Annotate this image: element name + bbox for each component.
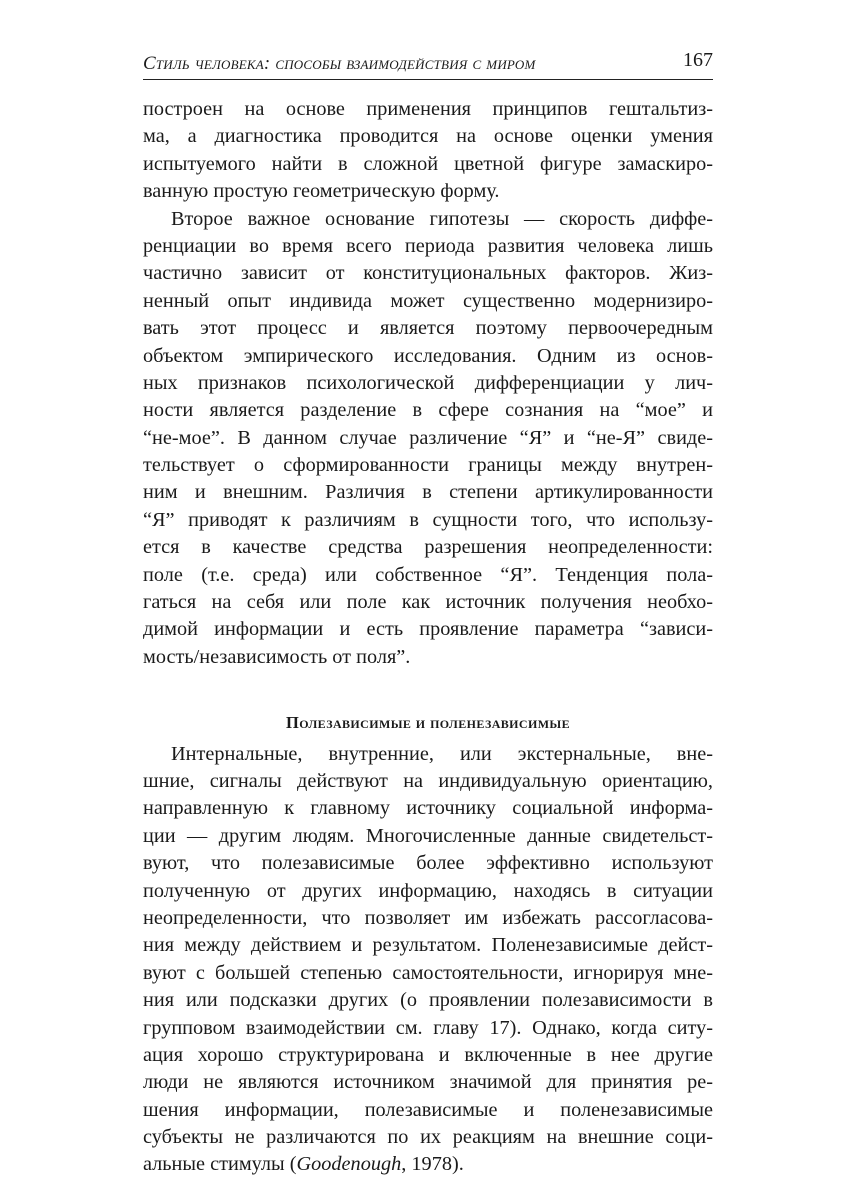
text-line: “не-мое”. В данном случае различение “Я” и “не-Я” свиде- [143, 426, 713, 449]
text-line: субъекты не различаются по их реакциям на внешние соци- [143, 1126, 713, 1149]
text-line: Интернальные, внутренние, или экстернальные, вне- [171, 742, 713, 765]
text-line: ния или подсказки других (о проявлении полезависимости в [143, 989, 713, 1012]
text-line: ется в качестве средства разрешения неопределенности: [143, 536, 713, 559]
text-line-with-citation [143, 1151, 713, 1178]
text-line: мость/независимость от поля”. [143, 645, 411, 668]
running-head [143, 45, 713, 80]
text-line: вуют с большей степенью самостоятельности, игнорируя мне- [143, 961, 713, 984]
text-line: вать этот процесс и является поэтому первоочередным [143, 317, 713, 340]
text-line: ности является разделение в сфере сознания на “мое” и [143, 399, 713, 422]
text-line: ных признаков психологической дифференциации у лич- [143, 371, 713, 394]
text-line: шения информации, полезависимые и поленезависимые [143, 1098, 713, 1121]
text-fragment: , 1978). [401, 1153, 464, 1176]
text-line: люди не являются источником значимой для принятия ре- [143, 1071, 713, 1094]
text-line: ним и внешним. Различия в степени артикулированности [143, 481, 713, 504]
section-gap [143, 671, 713, 691]
text-line: тельствует о сформированности границы между внутрен- [143, 454, 713, 477]
text-line: ции — другим людям. Многочисленные данные свидетельст- [143, 824, 713, 847]
body-text [143, 96, 713, 1179]
text-line: частично зависит от конституциональных факторов. Жиз- [143, 262, 713, 285]
text-line: ванную простую геометрическую форму. [143, 180, 500, 203]
text-line: ация хорошо структурирована и включенные в нее другие [143, 1043, 713, 1066]
text-line: шние, сигналы действуют на индивидуальную ориентацию, [143, 769, 713, 792]
text-line: вуют, что полезависимые более эффективно используют [143, 852, 713, 875]
text-line: ма, а диагностика проводится на основе оценки умения [143, 125, 713, 148]
text-line: Второе важное основание гипотезы — скорость диффе- [171, 207, 713, 230]
text-line: гаться на себя или поле как источник получения необхо- [143, 591, 713, 614]
text-line: объектом эмпирического исследования. Одним из основ- [143, 344, 713, 367]
page-number: 167 [683, 49, 713, 71]
text-fragment: альные стимулы ( [143, 1153, 297, 1176]
text-line: неопределенности, что позволяет им избежать рассогласова- [143, 906, 713, 929]
paragraph-1 [143, 96, 713, 206]
text-line: ния между действием и результатом. Поленезависимые дейст- [143, 934, 713, 957]
text-line: полученную от других информацию, находясь в ситуации [143, 879, 713, 902]
text-line: ренциации во время всего периода развития человека лишь [143, 234, 713, 257]
text-line: групповом взаимодействии см. главу 17). Однако, когда ситу- [143, 1016, 713, 1039]
paragraph-3 [143, 741, 713, 1179]
running-title: Стиль человека: способы взаимодействия с миром [143, 53, 536, 74]
text-line: димой информации и есть проявление параметра “зависи- [143, 618, 713, 641]
citation-author: Goodenough [296, 1153, 402, 1176]
text-line: построен на основе применения принципов гештальтиз- [143, 98, 713, 120]
text-line: поле (т.е. среда) или собственное “Я”. Тенденция пола- [143, 563, 713, 586]
text-line: ненный опыт индивида может существенно модернизиро- [143, 289, 713, 312]
text-line: испытуемого найти в сложной цветной фигуре замаскиро- [143, 152, 713, 175]
text-line: “Я” приводят к различиям в сущности того, что использу- [143, 508, 713, 531]
text-line: направленную к главному источнику социальной информа- [143, 797, 713, 820]
paragraph-2 [143, 206, 713, 672]
section-heading: Полезависимые и поленезависимые [285, 713, 571, 733]
